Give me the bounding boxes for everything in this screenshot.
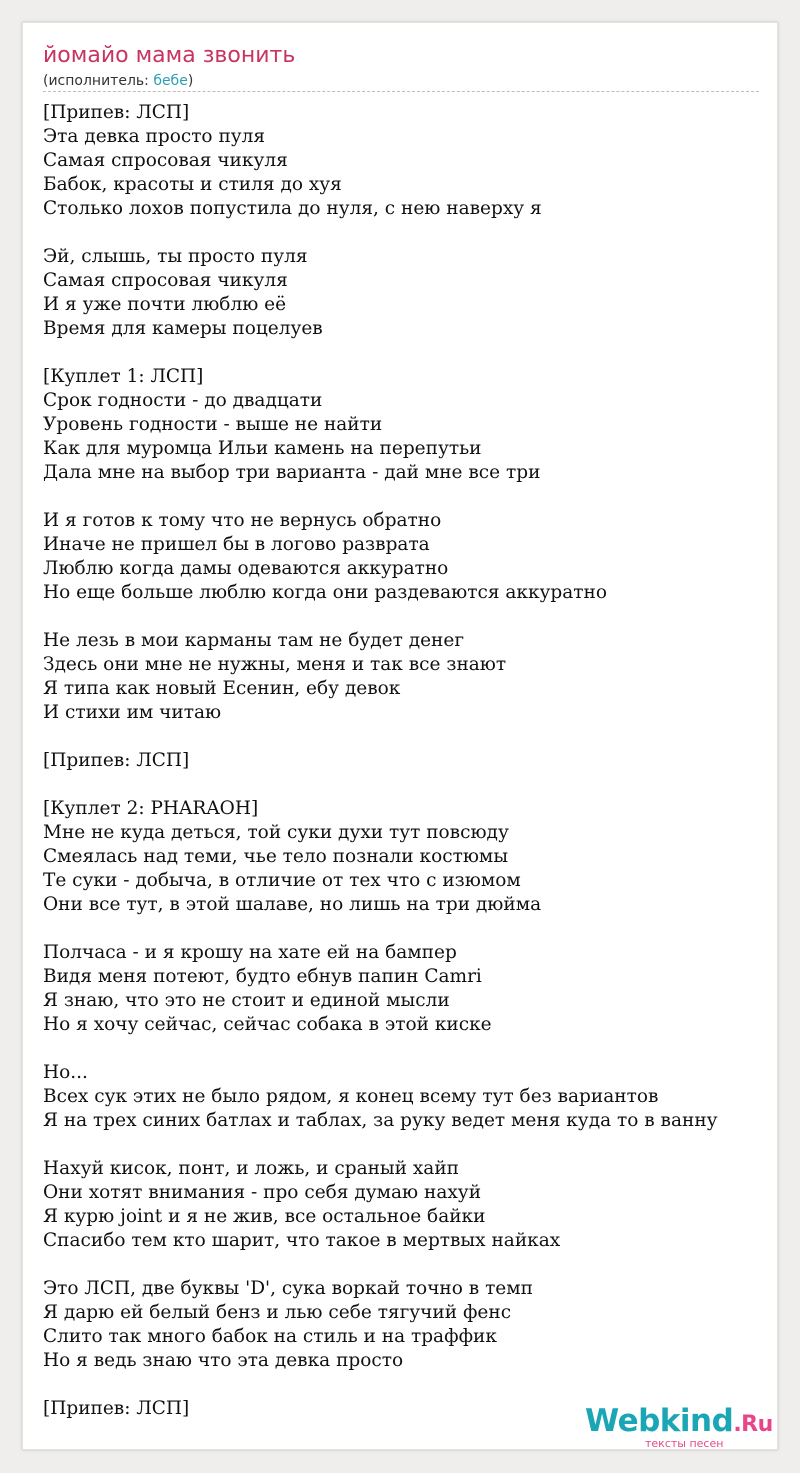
lyrics-blank-line [43,341,718,365]
lyrics-line: Я курю joint и я не жив, все остальное байки [43,1206,486,1227]
lyrics-line: И стихи им читаю [43,702,222,723]
lyrics-line: [Куплет 1: ЛСП] [43,366,204,387]
lyrics-blank-line [43,725,718,749]
lyrics-line: Бабок, красоты и стиля до хуя [43,174,342,195]
lyrics-line: Те суки - добыча, в отличие от тех что с изюмом [43,870,521,891]
lyrics-blank-line [43,1037,718,1061]
lyrics-blank-line [43,221,718,245]
lyrics-line: Иначе не пришел бы в логово разврата [43,534,430,555]
lyrics-line: Дала мне на выбор три варианта - дай мне все три [43,462,541,483]
lyrics-blank-line [43,917,718,941]
lyrics-line: Но еще больше люблю когда они раздеваются аккуратно [43,582,607,603]
lyrics-line: Я дарю ей белый бенз и лью себе тягучий фенс [43,1302,512,1323]
lyrics-text [43,101,718,1421]
lyrics-line: Видя меня потеют, будто ебнув папин Camri [43,966,482,987]
lyrics-line: [Припев: ЛСП] [43,102,190,123]
lyrics-line: Столько лохов попустила до нуля, с нею наверху я [43,198,542,219]
lyrics-line: Как для муромца Ильи камень на перепутьи [43,438,482,459]
lyrics-line: Эта девка просто пуля [43,126,266,147]
lyrics-line: Самая спросовая чикуля [43,150,288,171]
lyrics-line: [Припев: ЛСП] [43,1398,190,1419]
artist-line [43,73,193,89]
webkind-logo[interactable] [585,1403,775,1449]
lyrics-line: Люблю когда дамы одеваются аккуратно [43,558,449,579]
lyrics-line: Здесь они мне не нужны, меня и так все знают [43,654,507,675]
lyrics-blank-line [43,485,718,509]
lyrics-line: Спасибо тем кто шарит, что такое в мертвых найках [43,1230,561,1251]
lyrics-line: Время для камеры поцелуев [43,318,323,339]
lyrics-line: Самая спросовая чикуля [43,270,288,291]
lyrics-line: Уровень годности - выше не найти [43,414,383,435]
lyrics-line: Слито так много бабок на стиль и на траффик [43,1326,497,1347]
logo-wordmark [585,1403,773,1439]
artist-link[interactable]: бебе [153,73,188,89]
lyrics-line: Я на трех синих батлах и таблах, за руку ведет меня куда то в ванну [43,1110,718,1131]
lyrics-blank-line [43,1133,718,1157]
lyrics-line: Эй, слышь, ты просто пуля [43,246,308,267]
lyrics-line: И я готов к тому что не вернусь обратно [43,510,442,531]
lyrics-blank-line [43,1373,718,1397]
lyrics-line: Я знаю, что это не стоит и единой мысли [43,990,450,1011]
lyrics-line: Срок годности - до двадцати [43,390,323,411]
lyrics-line: Они хотят внимания - про себя думаю нахуй [43,1182,482,1203]
lyrics-line: Смеялась над теми, чье тело познали костюмы [43,846,509,867]
lyrics-line: Но я ведь знаю что эта девка просто [43,1350,404,1371]
lyrics-line: Они все тут, в этой шалаве, но лишь на три дюйма [43,894,542,915]
lyrics-line: [Припев: ЛСП] [43,750,190,771]
logo-tagline: тексты песен [645,1437,724,1450]
lyrics-card [22,22,778,1450]
lyrics-line: Но я хочу сейчас, сейчас собака в этой киске [43,1014,492,1035]
lyrics-line: [Куплет 2: PHARAOH] [43,798,259,819]
lyrics-line: Это ЛСП, две буквы 'D', сука воркай точно в темп [43,1278,533,1299]
lyrics-blank-line [43,773,718,797]
song-title: йомайо мама звонить [43,43,296,68]
lyrics-line: Нахуй кисок, понт, и ложь, и сраный хайп [43,1158,459,1179]
logo-name: Webkind [585,1403,734,1439]
artist-suffix: ) [187,73,194,89]
artist-prefix: (исполнитель: [43,73,154,89]
lyrics-line: Всех сук этих не было рядом, я конец всему тут без вариантов [43,1086,659,1107]
lyrics-line: Не лезь в мои карманы там не будет денег [43,630,465,651]
lyrics-blank-line [43,1253,718,1277]
title-divider [43,91,759,92]
lyrics-line: Но... [43,1062,88,1083]
lyrics-blank-line [43,605,718,629]
lyrics-line: И я уже почти люблю её [43,294,287,315]
lyrics-line: Мне не куда деться, той суки духи тут повсюду [43,822,509,843]
lyrics-line: Я типа как новый Есенин, ебу девок [43,678,401,699]
logo-tld: .Ru [733,1412,773,1437]
lyrics-line: Полчаса - и я крошу на хате ей на бампер [43,942,457,963]
